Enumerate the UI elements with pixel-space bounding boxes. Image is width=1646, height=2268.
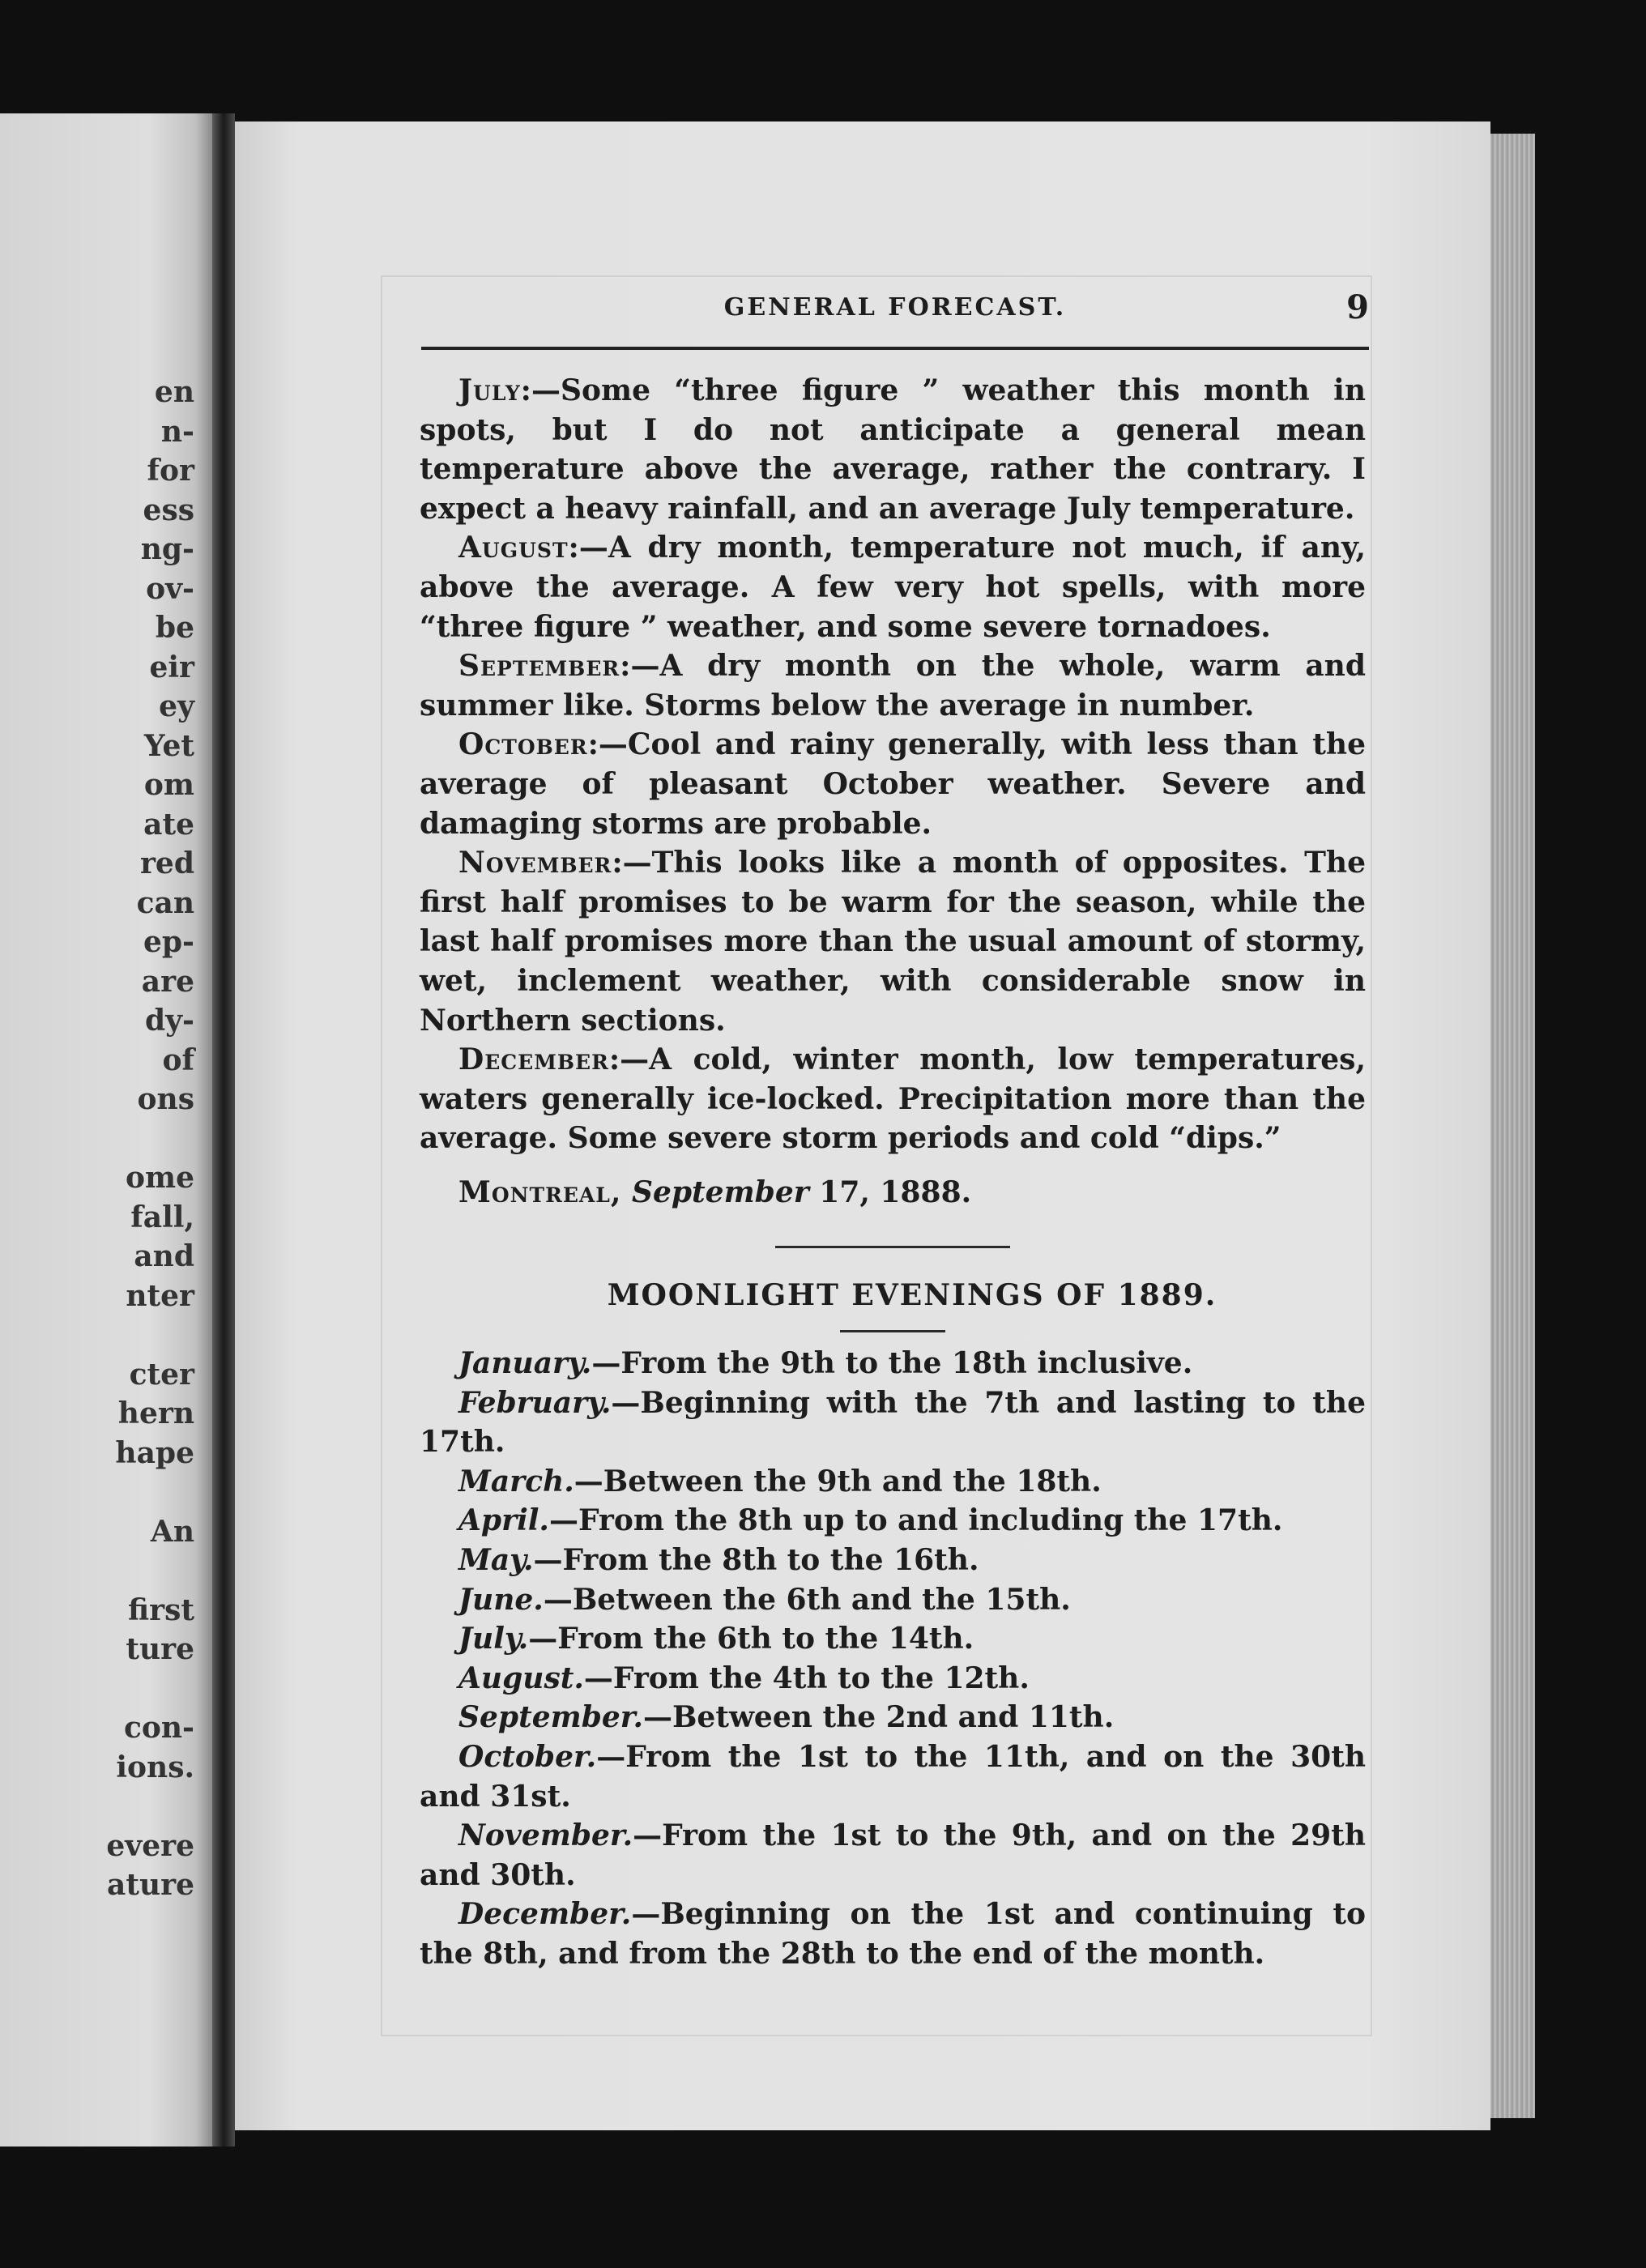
moonlight-entry-march: [420, 1462, 1366, 1502]
fragment: and: [134, 1239, 194, 1273]
page-edge: [1490, 134, 1535, 2118]
forecast-october: [420, 725, 1366, 843]
moonlight-entry-january: [420, 1344, 1366, 1383]
fragment: first: [127, 1592, 194, 1627]
forecast-july: [420, 371, 1366, 528]
entry-text: —From the 8th up to and including the 17th.: [548, 1503, 1283, 1538]
fragment: Yet: [143, 728, 194, 763]
fragment: [32, 1787, 194, 1827]
fragment: [32, 1119, 194, 1159]
fragment: red: [139, 846, 194, 880]
entry-month: August.: [458, 1660, 584, 1695]
entry-text: —Beginning with the 7th and lasting to the 17th.: [420, 1385, 1366, 1460]
left-page: [0, 113, 212, 2146]
dateline-month: September: [631, 1174, 809, 1209]
entry-text: —Between the 6th and the 15th.: [543, 1582, 1071, 1617]
fragment: nter: [126, 1278, 194, 1313]
fragment: be: [155, 611, 194, 645]
fragment: n-: [160, 414, 194, 449]
entry-month: November.: [458, 1818, 633, 1853]
entry-text: —Between the 9th and the 18th.: [574, 1464, 1102, 1498]
fragment: ep-: [143, 925, 194, 959]
fragment: ess: [143, 492, 194, 527]
entry-text: —From the 9th to the 18th inclusive.: [591, 1346, 1193, 1381]
fragment: [32, 1315, 194, 1355]
dateline-place: Montreal,: [458, 1174, 622, 1209]
forecast-text: :—Some “three figure ” weather this month in spots, but I do not anticipate a general mean temperature above the average, rather the contrary. I expect a heavy rainfall, and an average July temperature.: [420, 373, 1366, 526]
fragment: An: [150, 1514, 194, 1549]
moonlight-entry-october: [420, 1737, 1366, 1816]
forecast-august: [420, 528, 1366, 646]
moonlight-entry-september: [420, 1698, 1366, 1737]
forecast-september: [420, 646, 1366, 725]
section-title: MOONLIGHT EVENINGS OF 1889.: [607, 1278, 1217, 1313]
forecast-text: :—This looks like a month of opposites. The first half promises to be warm for the season, while the last half promises more than the usual amount of stormy, wet, inclement weather, with considerable snow in Northern sections.: [420, 846, 1366, 1038]
fragment: are: [141, 964, 194, 999]
fragment: en: [154, 375, 194, 409]
fragment: can: [136, 885, 194, 920]
fragment: fall,: [130, 1200, 194, 1234]
moonlight-entry-november: [420, 1816, 1366, 1895]
moonlight-entry-july: [420, 1619, 1366, 1659]
month-label: September: [458, 649, 620, 684]
book-gutter: [212, 113, 235, 2146]
entry-month: December.: [458, 1897, 632, 1932]
fragment: ture: [126, 1632, 194, 1666]
entry-text: —From the 6th to the 14th.: [528, 1622, 974, 1656]
fragment: ate: [143, 807, 194, 842]
entry-text: —From the 1st to the 9th, and on the 29th and 30th.: [420, 1818, 1366, 1892]
entry-month: April.: [458, 1503, 549, 1538]
fragment: ey: [159, 689, 194, 723]
entry-month: October.: [458, 1740, 597, 1774]
entry-month: February.: [458, 1385, 612, 1420]
fragment: ng-: [140, 532, 194, 566]
moonlight-entry-december: [420, 1895, 1366, 1973]
forecast-december: [420, 1040, 1366, 1158]
fragment: om: [143, 768, 194, 802]
fragment: ons: [137, 1082, 194, 1116]
fragment: ov-: [146, 571, 194, 606]
month-label: August: [458, 531, 569, 565]
entry-month: March.: [458, 1464, 574, 1498]
forecast-text: :—Cool and rainy generally, with less than the average of pleasant October weather. Severe and damaging storms are probable.: [420, 727, 1366, 841]
forecast-text: :—A cold, winter month, low temperatures, waters generally ice-locked. Precipitation more than the average. Some severe storm periods and cold “dips.”: [420, 1042, 1366, 1156]
fragment: ome: [125, 1161, 194, 1195]
moonlight-entry-may: [420, 1541, 1366, 1580]
entry-month: September.: [458, 1700, 643, 1735]
fragment: [32, 1669, 194, 1709]
fragment: [32, 1473, 194, 1512]
moonlight-entry-june: [420, 1580, 1366, 1620]
moonlight-entry-august: [420, 1659, 1366, 1699]
fragment: evere: [106, 1828, 194, 1863]
entry-text: —From the 1st to the 11th, and on the 30th and 31st.: [420, 1740, 1366, 1814]
page-body: [420, 371, 1366, 1974]
month-label: July: [458, 373, 521, 407]
fragment: ions.: [116, 1750, 194, 1784]
dateline: [420, 1173, 1366, 1213]
section-divider: [775, 1246, 1010, 1248]
fragment: hape: [115, 1435, 194, 1470]
header-rule: [421, 347, 1369, 350]
entry-text: —From the 4th to the 12th.: [583, 1660, 1030, 1695]
running-head: [421, 288, 1369, 337]
fragment: of: [162, 1042, 194, 1077]
entry-text: —Beginning on the 1st and continuing to the 8th, and from the 28th to the end of the month.: [420, 1897, 1366, 1971]
entry-month: June.: [458, 1582, 544, 1617]
entry-month: July.: [458, 1622, 529, 1656]
left-page-text-fragments: [32, 373, 194, 1905]
month-label: November: [458, 846, 612, 880]
moonlight-entry-february: [420, 1383, 1366, 1462]
entry-month: May.: [458, 1543, 534, 1578]
fragment: [32, 1551, 194, 1591]
page-number: 9: [1346, 288, 1369, 326]
fragment: hern: [117, 1396, 194, 1430]
fragment: con-: [123, 1711, 194, 1745]
month-label: October: [458, 727, 588, 762]
forecast-text: :—A dry month, temperature not much, if any, above the average. A few very hot spells, with more “three figure ” weather, and some severe tornadoes.: [420, 531, 1366, 644]
month-label: December: [458, 1042, 609, 1077]
running-head-title: GENERAL FORECAST.: [723, 293, 1067, 322]
title-underline: [840, 1330, 945, 1332]
dateline-day-year: 17, 1888.: [819, 1174, 972, 1209]
entry-text: —Between the 2nd and 11th.: [642, 1700, 1115, 1735]
forecast-text: :—A dry month on the whole, warm and summer like. Storms below the average in number.: [420, 649, 1366, 723]
moonlight-entry-april: [420, 1501, 1366, 1541]
forecast-november: [420, 843, 1366, 1040]
fragment: dy-: [144, 1004, 194, 1038]
fragment: for: [147, 454, 194, 488]
fragment: eir: [149, 650, 194, 684]
fragment: cter: [129, 1357, 194, 1392]
entry-text: —From the 8th to the 16th.: [533, 1543, 979, 1578]
entry-month: January.: [458, 1346, 592, 1381]
fragment: ature: [107, 1868, 194, 1902]
